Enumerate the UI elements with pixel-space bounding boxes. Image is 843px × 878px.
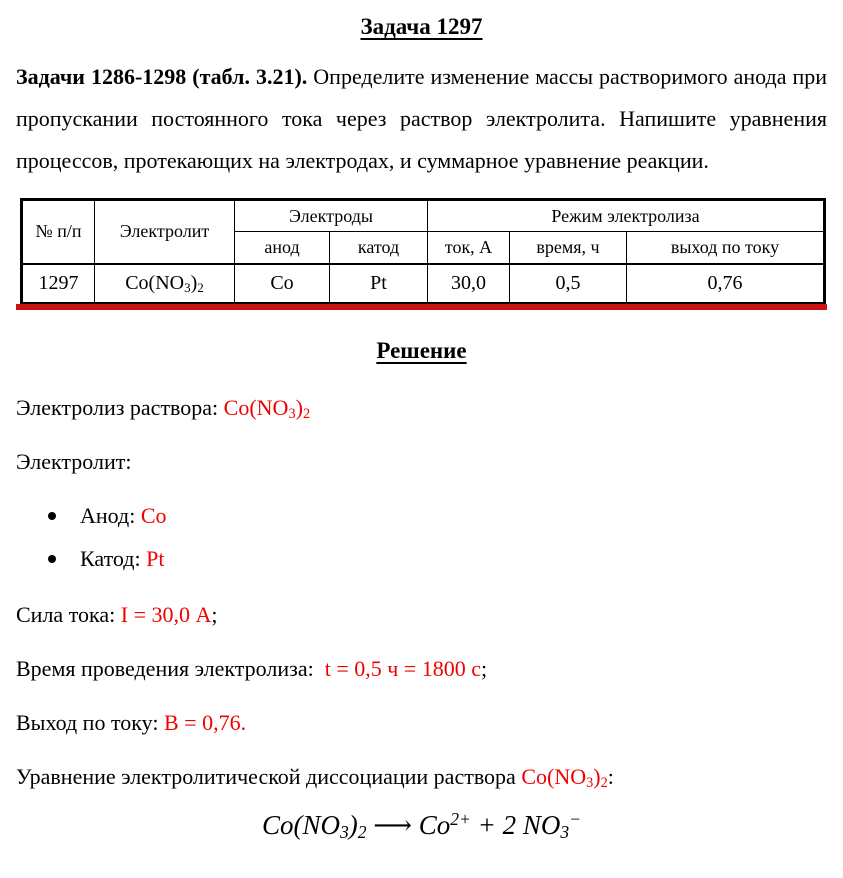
cell-num: 1297 [22, 264, 95, 304]
bullet-icon [48, 555, 56, 563]
electrolysis-line: Электролиз раствора: $Co(NO_3)_2$ [16, 395, 311, 423]
current-line: Сила тока: I = 30,0 А; [16, 602, 218, 627]
electrolysis-table [20, 198, 826, 305]
bullet-item-cathode [48, 545, 827, 573]
col-header-current: ток, А [428, 232, 510, 264]
dissociation-formula: $Co(NO_3)_2$ ⟶ $Co^{2+} + 2$ $NO_3^-$ [261, 809, 581, 842]
cell-cathode: Pt [330, 264, 428, 304]
electrode-list [48, 502, 827, 573]
cathode-text: Катод: Pt [80, 546, 165, 571]
page-title: Задача 1297 [360, 14, 483, 39]
col-group-electrodes: Электроды [235, 200, 428, 232]
time-line: Время проведения электролиза: t = 0,5 ч = 1800 с; [16, 656, 488, 681]
cell-yield: 0,76 [627, 264, 825, 304]
dissociation-line: Уравнение электролитической диссоциации раствора $Co(NO_3)_2$: [16, 764, 614, 792]
col-header-electrolyte: Электролит [95, 200, 235, 264]
col-header-anode: анод [235, 232, 330, 264]
col-header-time: время, ч [510, 232, 627, 264]
electrolyte-label: Электролит: [16, 449, 132, 474]
col-header-cathode: катод [330, 232, 428, 264]
solution-heading: Решение [376, 338, 467, 363]
bullet-item-anode [48, 502, 827, 530]
cell-anode: Co [235, 264, 330, 304]
red-divider-rule [16, 304, 827, 310]
col-header-yield: выход по току [627, 232, 825, 264]
problem-statement: Задачи 1286-1298 (табл. 3.21). Определите изменение массы растворимого анода при пропускании постоянного тока через раствор электролита. Напишите уравнения процессов, протекающих на электродах, и суммарное уравнение реакции. [16, 64, 827, 173]
table-data-row [22, 264, 825, 304]
col-group-mode: Режим электролиза [428, 200, 825, 232]
cell-electrolyte: $Co(NO_3)_2$ [95, 264, 235, 304]
bullet-icon [48, 512, 56, 520]
table-header-row-groups [22, 200, 825, 232]
cell-time: 0,5 [510, 264, 627, 304]
anode-text: Анод: Co [80, 503, 167, 528]
yield-line: Выход по току: B = 0,76. [16, 710, 247, 735]
col-header-num: № п/п [22, 200, 95, 264]
cell-current: 30,0 [428, 264, 510, 304]
